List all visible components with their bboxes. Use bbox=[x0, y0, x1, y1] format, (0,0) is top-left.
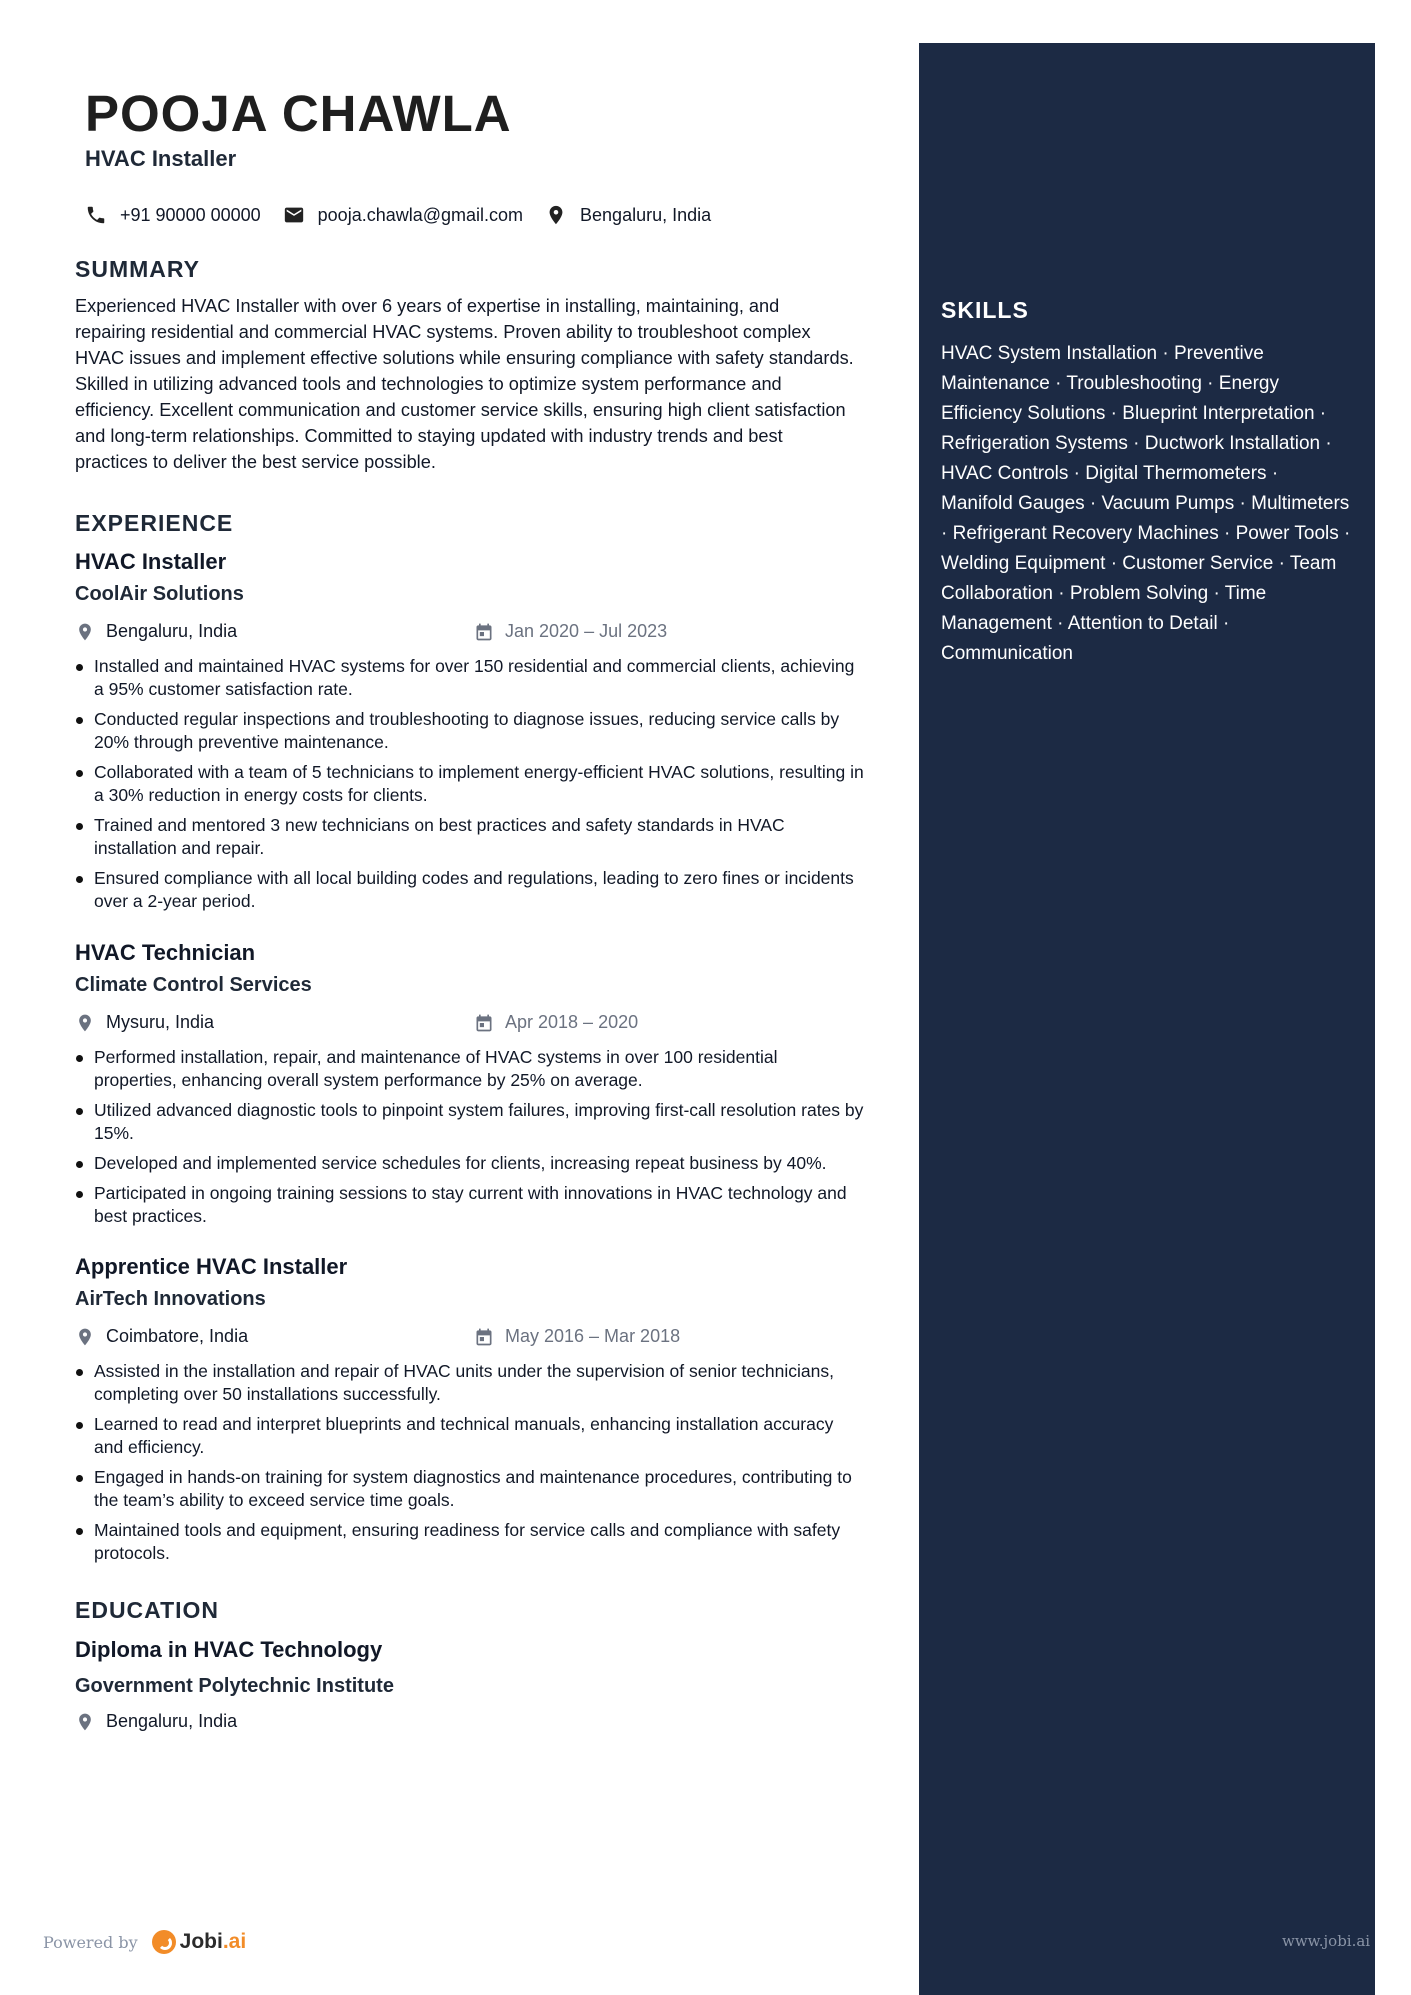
job-title: HVAC Installer bbox=[75, 549, 227, 574]
job-company: Climate Control Services bbox=[75, 974, 312, 996]
jobi-logo-suffix: .ai bbox=[222, 1930, 247, 1953]
location-pin-icon bbox=[75, 622, 95, 642]
jobi-logo[interactable] bbox=[152, 1930, 247, 1954]
job-dates-text: May 2016 – Mar 2018 bbox=[505, 1326, 681, 1346]
education-school: Government Polytechnic Institute bbox=[75, 1675, 394, 1697]
job-bullets bbox=[75, 1360, 865, 1572]
list-item: Ensured compliance with all local building codes and regulations, leading to zero fines or incidents over a 2-year period. bbox=[75, 867, 865, 913]
location-pin-icon bbox=[75, 1013, 95, 1033]
candidate-title: HVAC Installer bbox=[85, 146, 237, 171]
job-location-text: Coimbatore, India bbox=[106, 1326, 249, 1346]
contact-location bbox=[545, 204, 711, 226]
contact-phone bbox=[85, 204, 261, 226]
summary-heading: SUMMARY bbox=[75, 256, 200, 282]
jobi-logo-icon bbox=[152, 1930, 176, 1954]
education-location-text: Bengaluru, India bbox=[106, 1711, 238, 1731]
list-item: Performed installation, repair, and maintenance of HVAC systems in over 100 residential properties, enhancing overall system performance by 25% on average. bbox=[75, 1046, 865, 1092]
calendar-icon bbox=[474, 1327, 494, 1347]
education-location bbox=[75, 1711, 237, 1732]
list-item: Utilized advanced diagnostic tools to pinpoint system failures, improving first-call resolution rates by 15%. bbox=[75, 1099, 865, 1145]
location-pin-icon bbox=[545, 204, 567, 226]
phone-icon bbox=[85, 204, 107, 226]
job-meta bbox=[75, 1326, 855, 1350]
experience-heading: EXPERIENCE bbox=[75, 510, 234, 536]
contact-row bbox=[85, 204, 733, 226]
education-heading: EDUCATION bbox=[75, 1597, 220, 1623]
candidate-name: POOJA CHAWLA bbox=[85, 85, 512, 142]
education-degree: Diploma in HVAC Technology bbox=[75, 1637, 383, 1662]
job-meta bbox=[75, 621, 855, 645]
job-location-text: Mysuru, India bbox=[106, 1012, 215, 1032]
footer-powered-by bbox=[43, 1930, 246, 1954]
list-item: Trained and mentored 3 new technicians on best practices and safety standards in HVAC installation and repair. bbox=[75, 814, 865, 860]
job-title: Apprentice HVAC Installer bbox=[75, 1254, 348, 1279]
footer-website-link[interactable]: www.jobi.ai bbox=[1282, 1932, 1371, 1950]
location-text: Bengaluru, India bbox=[580, 204, 712, 225]
job-company: CoolAir Solutions bbox=[75, 583, 244, 605]
email-icon bbox=[283, 204, 305, 226]
summary-text: Experienced HVAC Installer with over 6 years of expertise in installing, maintaining, and repairing residential and commercial HVAC systems. Proven ability to troubleshoot complex HVAC issues and implement effective solutions while ensuring compliance with safety standards. Skilled in utilizing advanced tools and technologies to optimize system performance and efficiency. Excellent communication and customer service skills, ensuring high client satisfaction and long-term relationships. Committed to staying updated with industry trends and best practices to deliver the best service possible. bbox=[75, 296, 854, 472]
job-location bbox=[75, 621, 237, 642]
job-company: AirTech Innovations bbox=[75, 1288, 266, 1310]
education-meta bbox=[75, 1711, 855, 1735]
job-location-text: Bengaluru, India bbox=[106, 621, 238, 641]
job-dates bbox=[474, 621, 667, 642]
location-pin-icon bbox=[75, 1327, 95, 1347]
job-dates-text: Jan 2020 – Jul 2023 bbox=[505, 621, 668, 641]
calendar-icon bbox=[474, 1013, 494, 1033]
contact-email bbox=[283, 204, 523, 226]
skills-heading: SKILLS bbox=[941, 297, 1029, 323]
list-item: Learned to read and interpret blueprints and technical manuals, enhancing installation accuracy and efficiency. bbox=[75, 1413, 865, 1459]
job-bullets bbox=[75, 1046, 865, 1235]
phone-text: +91 90000 00000 bbox=[120, 204, 261, 225]
job-bullets bbox=[75, 655, 865, 920]
location-pin-icon bbox=[75, 1712, 95, 1732]
job-title: HVAC Technician bbox=[75, 940, 256, 965]
job-dates bbox=[474, 1326, 680, 1347]
sidebar bbox=[919, 43, 1375, 1995]
list-item: Developed and implemented service schedules for clients, increasing repeat business by 40%. bbox=[75, 1152, 865, 1175]
job-dates-text: Apr 2018 – 2020 bbox=[505, 1012, 639, 1032]
email-text: pooja.chawla@gmail.com bbox=[317, 204, 524, 225]
job-location bbox=[75, 1012, 214, 1033]
list-item: Participated in ongoing training sessions to stay current with innovations in HVAC technology and best practices. bbox=[75, 1182, 865, 1228]
skills-list: HVAC System Installation · Preventive Maintenance · Troubleshooting · Energy Efficiency Solutions · Blueprint Interpretation · Refrigeration Systems · Ductwork Installation · HVAC Controls · Digital Thermometers · Manifold Gauges · Vacuum Pumps · Multimeters · Refrigerant Recovery Machines · Power Tools · Welding Equipment · Customer Service · Team Collaboration · Problem Solving · Time Management · Attention to Detail · Communication bbox=[941, 343, 1351, 664]
list-item: Maintained tools and equipment, ensuring readiness for service calls and compliance with safety protocols. bbox=[75, 1519, 865, 1565]
job-dates bbox=[474, 1012, 638, 1033]
jobi-logo-text: Jobi bbox=[179, 1930, 223, 1953]
calendar-icon bbox=[474, 622, 494, 642]
job-location bbox=[75, 1326, 248, 1347]
powered-by-text: Powered by bbox=[43, 1932, 138, 1952]
job-meta bbox=[75, 1012, 855, 1036]
list-item: Installed and maintained HVAC systems for over 150 residential and commercial clients, achieving a 95% customer satisfaction rate. bbox=[75, 655, 865, 701]
list-item: Assisted in the installation and repair of HVAC units under the supervision of senior technicians, completing over 50 installations successfully. bbox=[75, 1360, 865, 1406]
list-item: Conducted regular inspections and troubleshooting to diagnose issues, reducing service calls by 20% through preventive maintenance. bbox=[75, 708, 865, 754]
list-item: Collaborated with a team of 5 technicians to implement energy-efficient HVAC solutions, resulting in a 30% reduction in energy costs for clients. bbox=[75, 761, 865, 807]
list-item: Engaged in hands-on training for system diagnostics and maintenance procedures, contributing to the team’s ability to exceed service time goals. bbox=[75, 1466, 865, 1512]
